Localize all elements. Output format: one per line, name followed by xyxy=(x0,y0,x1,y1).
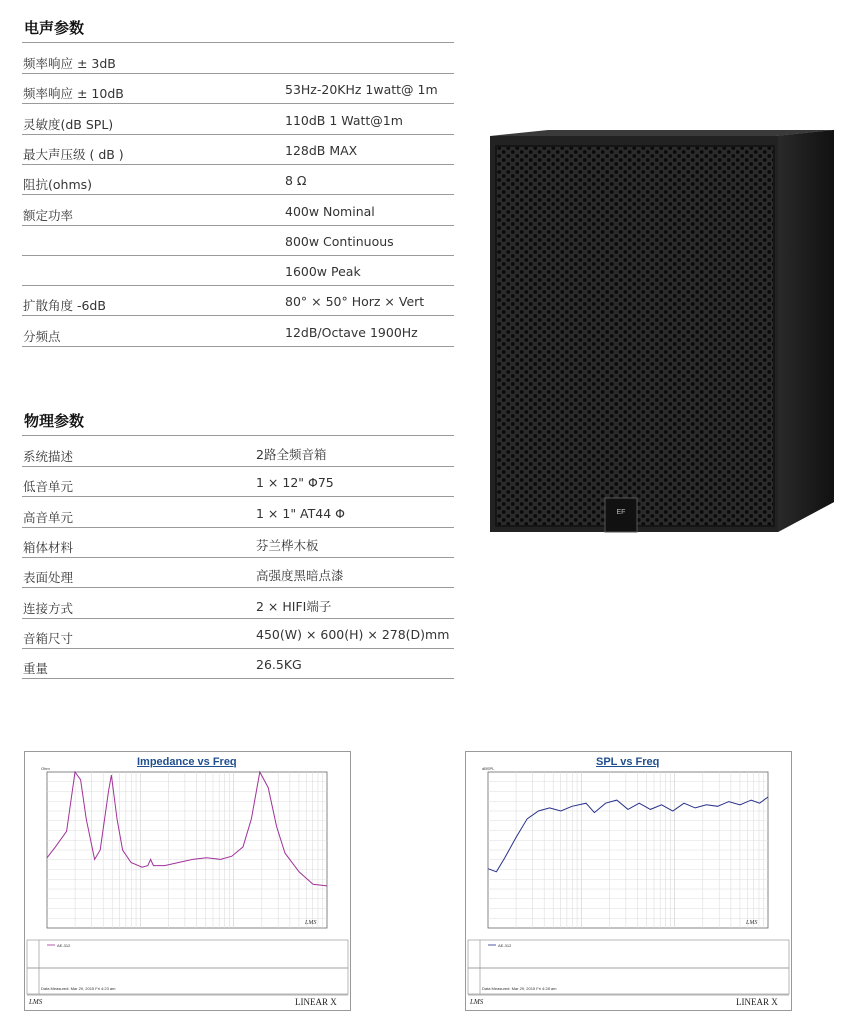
spl-legend: AE-312 xyxy=(498,943,512,948)
title-divider xyxy=(22,435,454,436)
impedance-footer-date: Data Measured: Mar 29, 2015 Fri 4:23 am xyxy=(41,986,116,991)
spec-label: 音箱尺寸 xyxy=(23,630,74,646)
physical-section-title: 物理参数 xyxy=(24,412,85,430)
svg-text:LMS: LMS xyxy=(470,998,484,1006)
electrical-section-title: 电声参数 xyxy=(24,19,85,37)
lms-mark: LMS xyxy=(305,920,317,926)
spec-label: 重量 xyxy=(23,661,49,677)
row-divider xyxy=(22,678,454,679)
row-divider xyxy=(22,527,454,528)
row-divider xyxy=(22,73,454,74)
spec-value: 400w Nominal xyxy=(285,203,375,219)
row-divider xyxy=(22,255,454,256)
spec-value: 2 × HIFI端子 xyxy=(256,598,332,614)
row-divider xyxy=(22,346,454,347)
spec-value: 1 × 12" Φ75 xyxy=(256,475,334,491)
spec-label: 灵敏度(dB SPL) xyxy=(23,116,114,132)
spec-label: 阻抗(ohms) xyxy=(23,177,93,193)
impedance-graph-title: Impedance vs Freq xyxy=(137,756,237,768)
impedance-legend: AE-312 xyxy=(57,943,71,948)
spec-label: 低音单元 xyxy=(23,479,74,495)
spec-value: 26.5KG xyxy=(256,657,302,673)
spec-value: 450(W) × 600(H) × 278(D)mm xyxy=(256,626,450,642)
row-divider xyxy=(22,648,454,649)
row-divider xyxy=(22,103,454,104)
spec-value: 1600w Peak xyxy=(285,264,361,280)
lms-mark: LMS xyxy=(746,920,758,926)
spec-value: 芬兰桦木板 xyxy=(256,537,319,553)
impedance-graph xyxy=(24,751,351,1011)
spec-label: 频率响应 ± 10dB xyxy=(23,86,124,102)
spec-label: 系统描述 xyxy=(23,449,74,464)
spec-value: 8 Ω xyxy=(285,173,307,189)
spec-label: 表面处理 xyxy=(23,570,74,586)
spec-value: 128dB MAX xyxy=(285,142,358,158)
row-divider xyxy=(22,618,454,619)
spl-graph xyxy=(465,751,792,1011)
spl-graph-title: SPL vs Freq xyxy=(596,756,660,768)
row-divider xyxy=(22,315,454,316)
spec-label: 连接方式 xyxy=(23,600,74,616)
row-divider xyxy=(22,557,454,558)
row-divider xyxy=(22,587,454,588)
row-divider xyxy=(22,496,454,497)
svg-text:EF: EF xyxy=(616,509,626,516)
title-divider xyxy=(22,42,454,43)
spec-value: 1 × 1" AT44 Φ xyxy=(256,505,345,521)
impedance-plot xyxy=(25,752,350,1010)
spec-value: 高强度黑暗点漆 xyxy=(256,568,344,584)
spl-plot xyxy=(466,752,791,1010)
spl-footer-date: Data Measured: Mar 29, 2015 Fri 4:28 am xyxy=(482,986,557,991)
spec-value: 110dB 1 Watt@1m xyxy=(285,112,403,128)
impedance-brand: LINEAR X xyxy=(295,997,337,1007)
impedance-y-unit: Ohm xyxy=(41,766,50,771)
spec-label: 额定功率 xyxy=(23,207,74,223)
spec-value: 12dB/Octave 1900Hz xyxy=(285,324,418,340)
spl-brand: LINEAR X xyxy=(736,997,778,1007)
row-divider xyxy=(22,164,454,165)
spec-label: 最大声压级 ( dB ) xyxy=(23,146,124,162)
row-divider xyxy=(22,225,454,226)
spec-value: 80° × 50° Horz × Vert xyxy=(285,294,425,310)
svg-text:LMS: LMS xyxy=(29,998,43,1006)
spec-value: 2路全频音箱 xyxy=(256,447,327,462)
spec-label: 高音单元 xyxy=(23,509,74,525)
spl-y-unit: dBSPL xyxy=(482,766,495,771)
row-divider xyxy=(22,285,454,286)
row-divider xyxy=(22,134,454,135)
speaker-image xyxy=(488,130,838,550)
spec-label: 分频点 xyxy=(23,328,61,344)
spec-value: 800w Continuous xyxy=(285,233,394,249)
row-divider xyxy=(22,466,454,467)
spec-value: 53Hz-20KHz 1watt@ 1m xyxy=(285,82,438,98)
spec-label: 频率响应 ± 3dB xyxy=(23,56,116,71)
spec-label: 箱体材料 xyxy=(23,539,74,555)
row-divider xyxy=(22,194,454,195)
spec-label: 扩散角度 -6dB xyxy=(23,298,106,314)
